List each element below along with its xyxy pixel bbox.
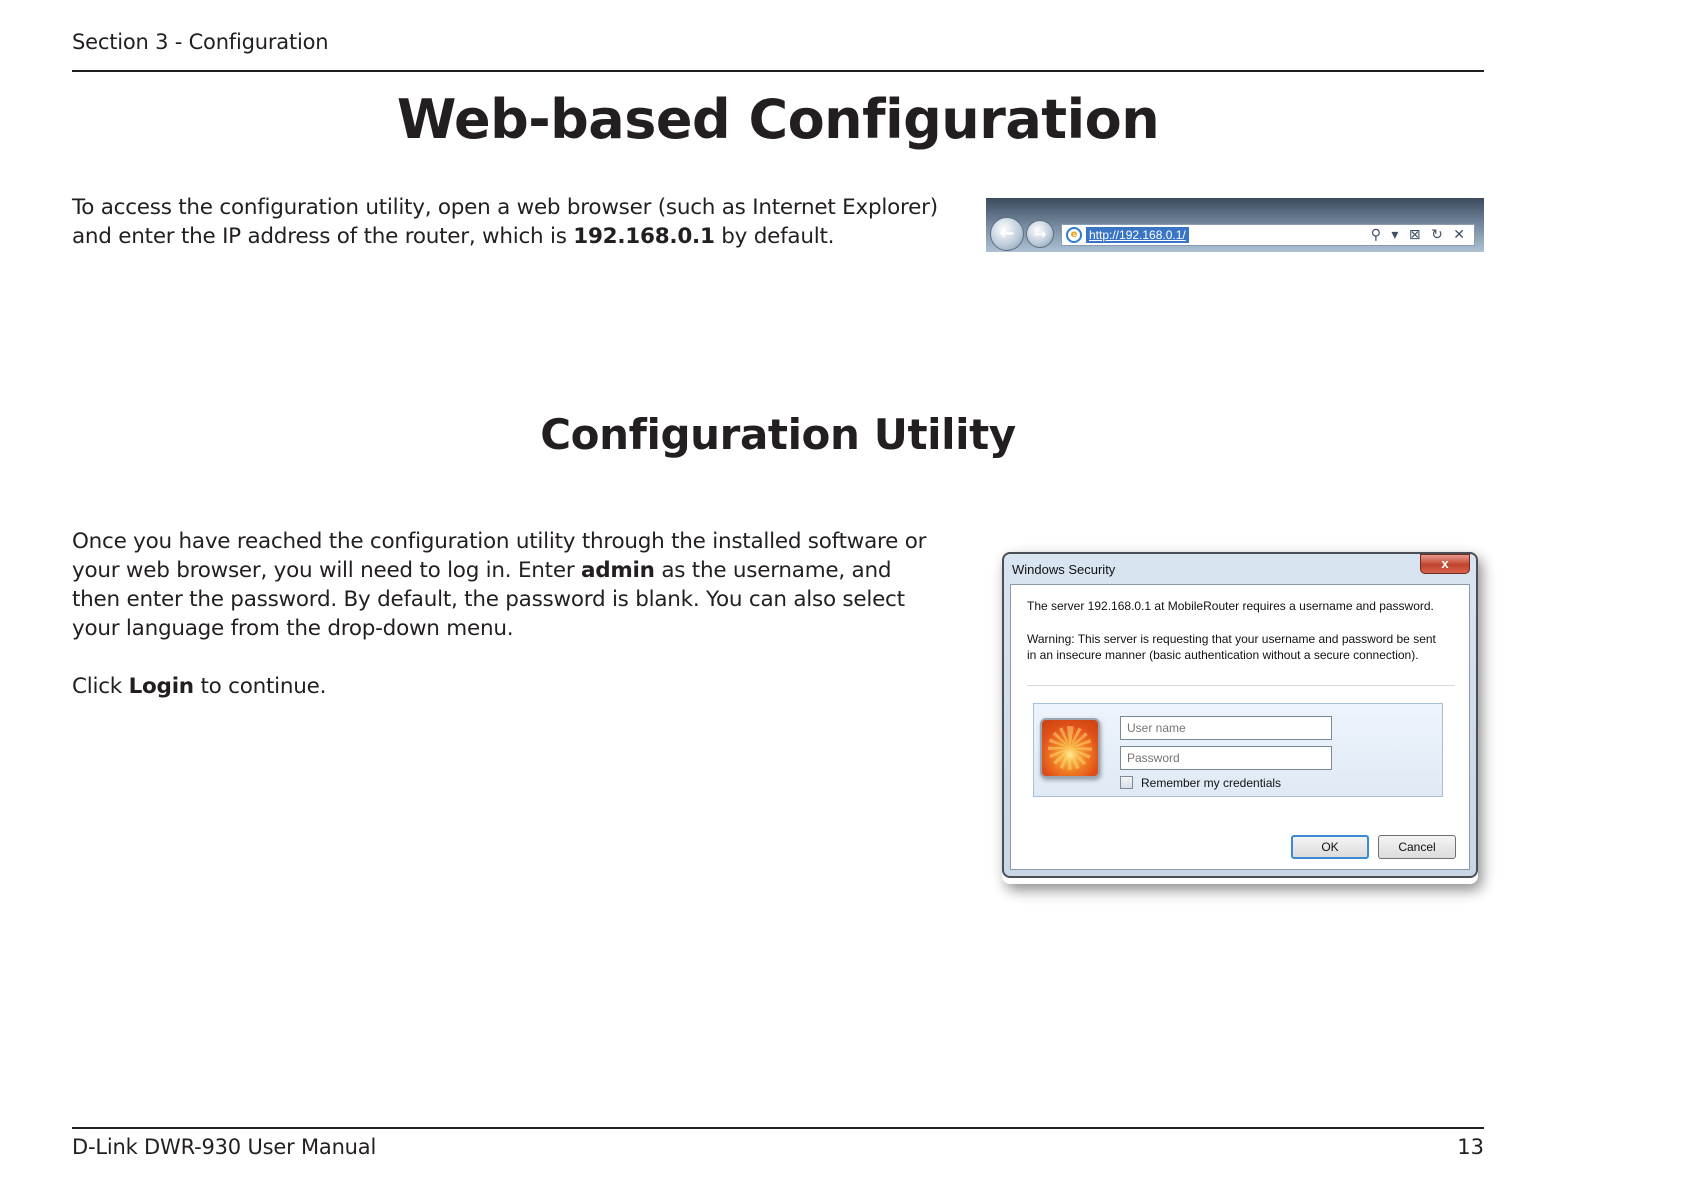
remember-credentials[interactable]: [1120, 776, 1281, 792]
intro-text-2: by default.: [714, 224, 835, 249]
remember-checkbox[interactable]: [1120, 776, 1133, 789]
page-title: Web-based Configuration: [396, 88, 1160, 151]
default-ip: 192.168.0.1: [573, 224, 715, 249]
click-text-2: to continue.: [193, 674, 327, 699]
section-title: Configuration Utility: [540, 410, 1016, 459]
user-avatar: [1040, 718, 1100, 778]
intro-paragraph: [72, 193, 972, 251]
dialog-body: [1010, 584, 1470, 870]
dialog-warning: Warning: This server is requesting that your username and password be sent in an insecure manner (basic authentication without a secure connection).: [1027, 632, 1436, 662]
back-arrow-icon[interactable]: ←: [990, 217, 1024, 251]
password-input[interactable]: [1120, 746, 1332, 770]
cancel-button[interactable]: Cancel: [1378, 835, 1456, 859]
click-login-line: [72, 672, 942, 701]
login-word: Login: [128, 674, 194, 699]
windows-security-dialog: [1002, 552, 1478, 878]
login-text-1: Once you have reached the configuration utility through the installed software or your web browser, you will need to log in. Enter: [72, 529, 927, 583]
ie-logo-icon: e: [1066, 227, 1082, 243]
forward-arrow-icon[interactable]: →: [1026, 220, 1054, 248]
credentials-panel: [1033, 703, 1443, 797]
dialog-divider: [1027, 685, 1455, 686]
manual-title: D-Link DWR-930 User Manual: [72, 1135, 377, 1159]
remember-label: Remember my credentials: [1141, 776, 1282, 790]
ok-button[interactable]: OK: [1291, 835, 1369, 859]
address-bar-tools-icon[interactable]: ⚲ ▾ ⊠ ↻ ✕: [1370, 227, 1468, 243]
footer-rule: [72, 1127, 1484, 1129]
dialog-message: The server 192.168.0.1 at MobileRouter requires a username and password.: [1027, 599, 1434, 613]
close-icon[interactable]: x: [1420, 554, 1470, 574]
section-header: Section 3 - Configuration: [72, 30, 329, 54]
login-paragraph: [72, 527, 942, 643]
browser-address-bar: [986, 198, 1484, 252]
url-field[interactable]: [1061, 224, 1475, 246]
login-text-2: as the username, and then enter the password. By default, the password is blank. You can also select your language from the drop-down menu.: [72, 558, 905, 641]
page-number: 13: [1457, 1135, 1484, 1159]
admin-username: admin: [581, 558, 655, 583]
dialog-title: Windows Security: [1012, 562, 1116, 577]
header-rule: [72, 70, 1484, 72]
click-text-1: Click: [72, 674, 129, 699]
flower-icon: [1048, 726, 1092, 770]
url-text[interactable]: http://192.168.0.1/: [1086, 227, 1189, 243]
username-input[interactable]: [1120, 716, 1332, 740]
intro-text-1: To access the configuration utility, open a web browser (such as Internet Explorer) and enter the IP address of the router, which is: [72, 195, 938, 249]
